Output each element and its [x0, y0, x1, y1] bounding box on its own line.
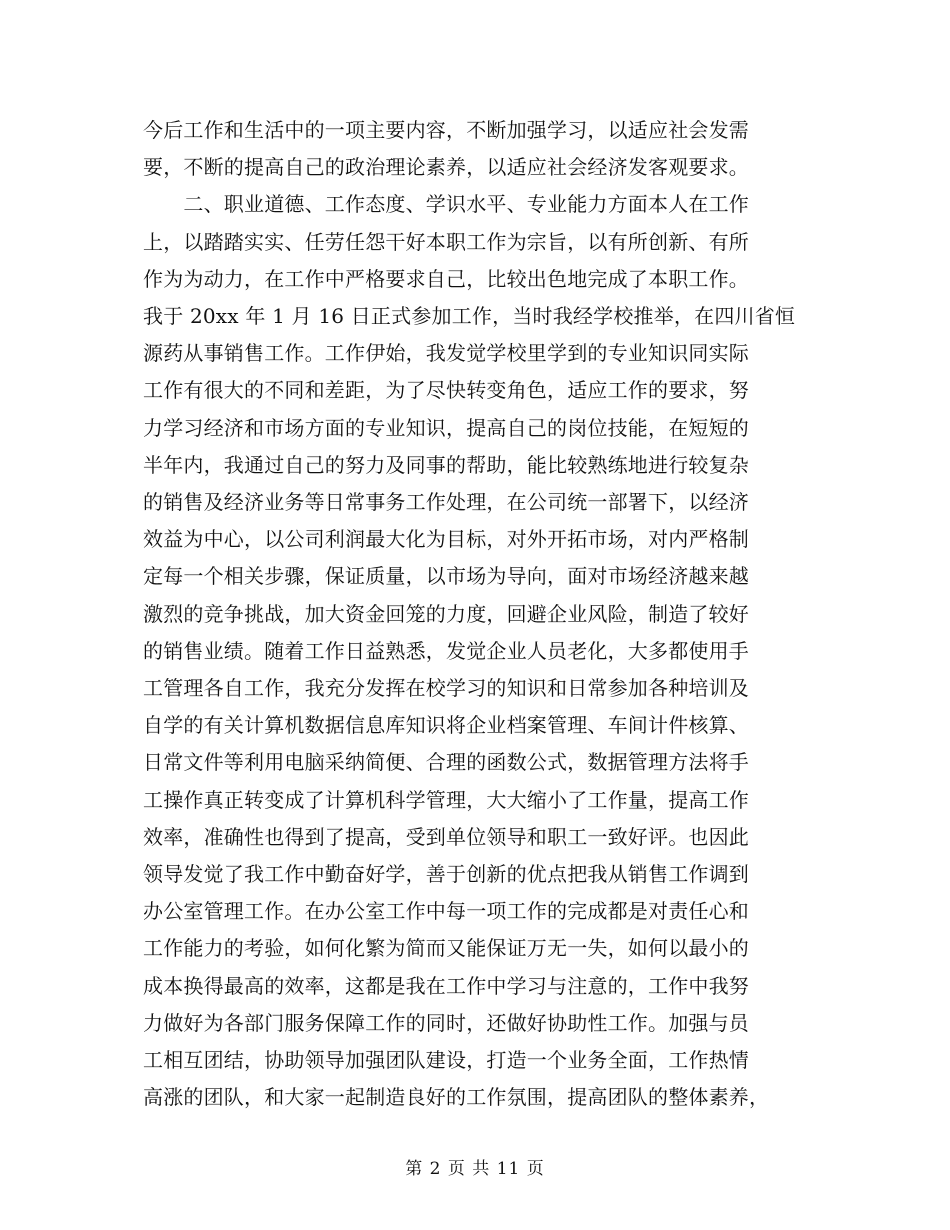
paragraph-line: 自学的有关计算机数据信息库知识将企业档案管理、车间计件核算、	[143, 713, 749, 737]
paragraph-line: 源药从事销售工作。工作伊始，我发觉学校里学到的专业知识同实际	[143, 341, 749, 365]
paragraph-line: 高涨的团队，和大家一起制造良好的工作氛围，提高团队的整体素养，	[143, 1085, 770, 1109]
paragraph-line: 的销售业绩。随着工作日益熟悉，发觉企业人员老化，大多都使用手	[143, 639, 749, 663]
paragraph-line: 领导发觉了我工作中勤奋好学，善于创新的优点把我从销售工作调到	[143, 862, 749, 886]
paragraph-line: 工管理各自工作，我充分发挥在校学习的知识和日常参加各种培训及	[143, 676, 749, 700]
paragraph-line: 办公室管理工作。在办公室工作中每一项工作的完成都是对责任心和	[143, 899, 749, 923]
paragraph-line: 作为为动力，在工作中严格要求自己，比较出色地完成了本职工作。	[143, 267, 749, 291]
paragraph-line: 效率，准确性也得到了提高，受到单位领导和职工一致好评。也因此	[143, 825, 749, 849]
paragraph-line: 半年内，我通过自己的努力及同事的帮助，能比较熟练地进行较复杂	[143, 453, 749, 477]
paragraph-line: 工相互团结，协助领导加强团队建设，打造一个业务全面，工作热情	[143, 1048, 749, 1072]
paragraph-line: 效益为中心，以公司利润最大化为目标，对外开拓市场，对内严格制	[143, 527, 749, 551]
paragraph-line: 要，不断的提高自己的政治理论素养，以适应社会经济发客观要求。	[143, 155, 749, 179]
paragraph-line: 的销售及经济业务等日常事务工作处理，在公司统一部署下，以经济	[143, 490, 749, 514]
page-number-footer: 第 2 页 共 11 页	[405, 1159, 545, 1179]
paragraph-line: 上，以踏踏实实、任劳任怨干好本职工作为宗旨，以有所创新、有所	[143, 230, 749, 254]
paragraph-line: 今后工作和生活中的一项主要内容，不断加强学习，以适应社会发需	[143, 118, 749, 142]
paragraph-line: 力做好为各部门服务保障工作的同时，还做好协助性工作。加强与员	[143, 1011, 749, 1035]
paragraph-line: 我于 20xx 年 1 月 16 日正式参加工作，当时我经学校推举，在四川省恒	[143, 304, 796, 328]
paragraph-line: 工作能力的考验，如何化繁为简而又能保证万无一失，如何以最小的	[143, 936, 749, 960]
paragraph-line: 成本换得最高的效率，这都是我在工作中学习与注意的，工作中我努	[143, 974, 749, 998]
paragraph-line: 二、职业道德、工作态度、学识水平、专业能力方面本人在工作	[143, 192, 749, 216]
paragraph-line: 工作有很大的不同和差距，为了尽快转变角色，适应工作的要求，努	[143, 378, 749, 402]
paragraph-line: 日常文件等利用电脑采纳简便、合理的函数公式，数据管理方法将手	[143, 750, 749, 774]
paragraph-line: 力学习经济和市场方面的专业知识，提高自己的岗位技能，在短短的	[143, 416, 749, 440]
paragraph-line: 定每一个相关步骤，保证质量，以市场为导向，面对市场经济越来越	[143, 564, 749, 588]
paragraph-line: 工操作真正转变成了计算机科学管理，大大缩小了工作量，提高工作	[143, 788, 749, 812]
paragraph-line: 激烈的竞争挑战，加大资金回笼的力度，回避企业风险，制造了较好	[143, 602, 749, 626]
